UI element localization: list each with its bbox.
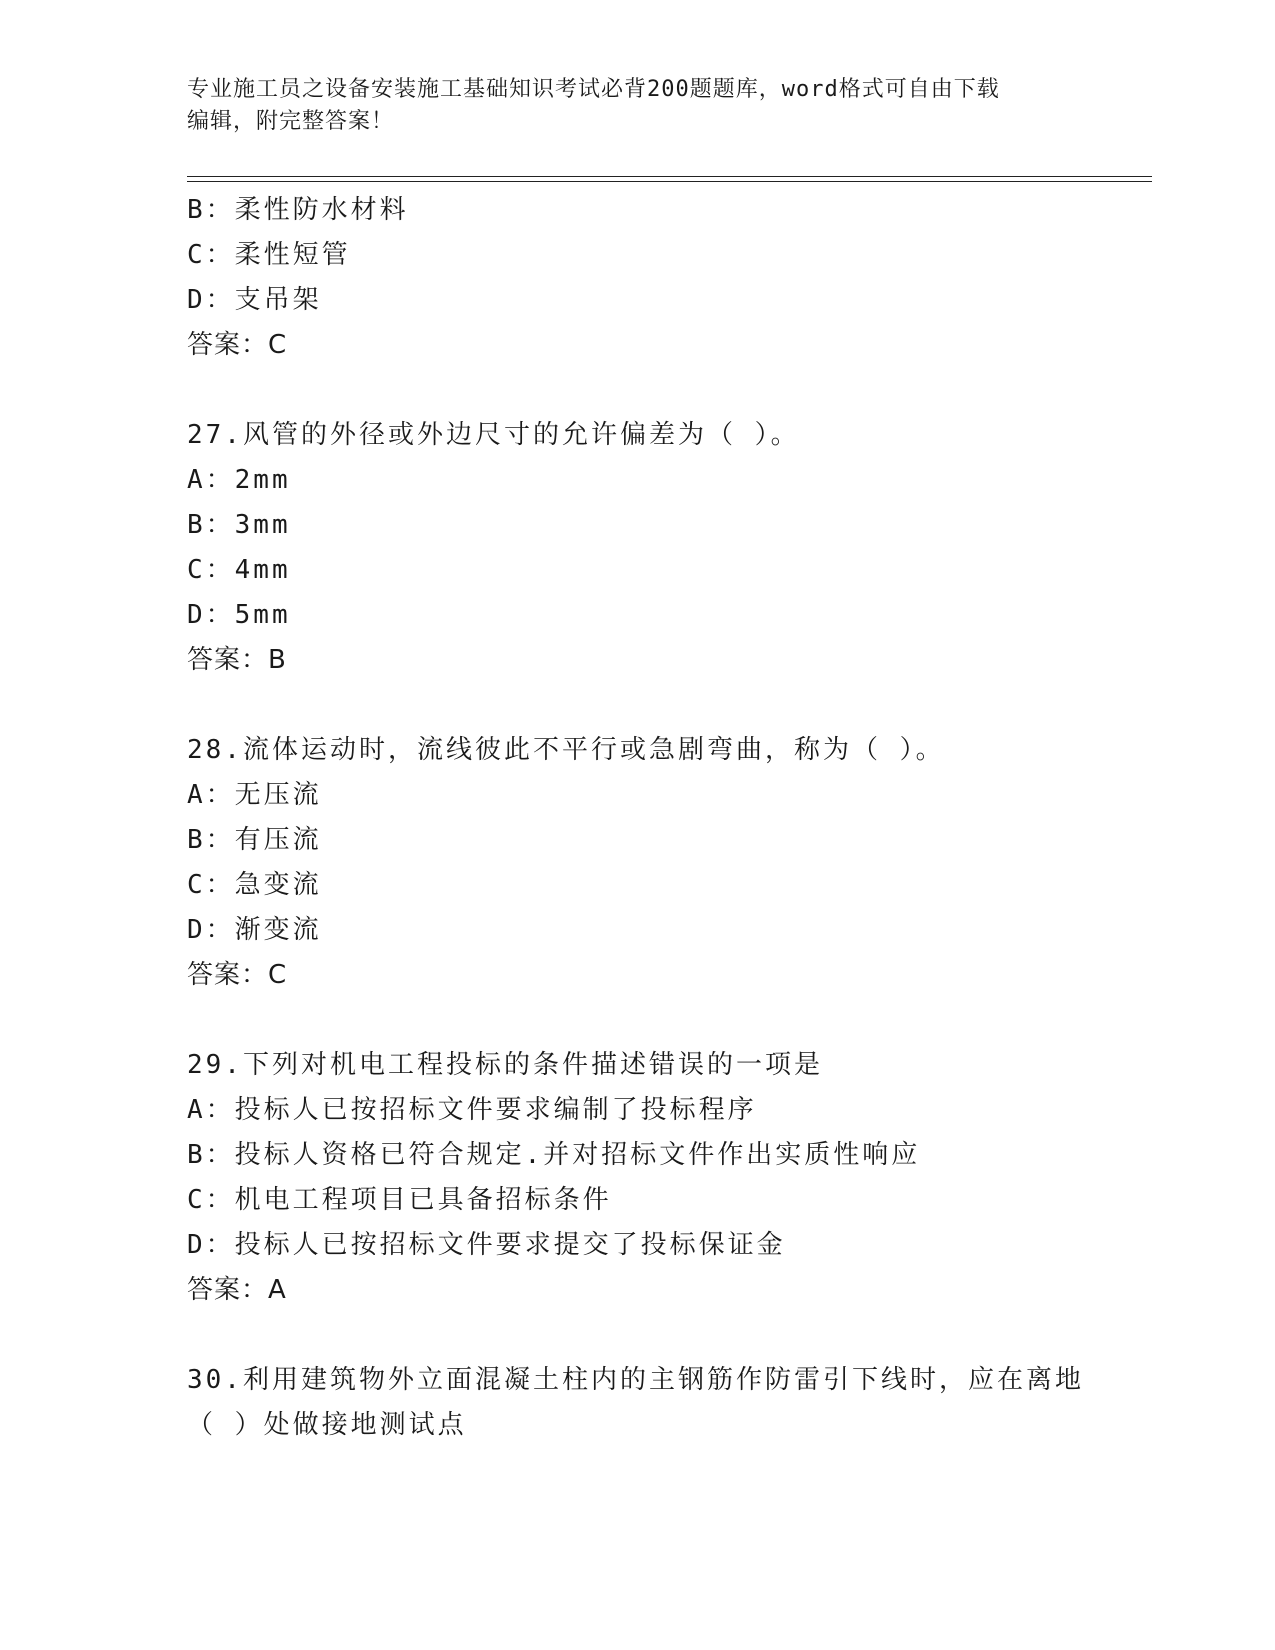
q28-option-c: C：急变流 (187, 870, 322, 900)
q29-stem: 29.下列对机电工程投标的条件描述错误的一项是 (187, 1050, 823, 1080)
q28-option-a: A：无压流 (187, 780, 322, 810)
q27-stem: 27.风管的外径或外边尺寸的允许偏差为（ ）。 (187, 420, 800, 450)
header-divider-top (187, 176, 1152, 177)
q27-option-b: B：3mm (187, 510, 291, 540)
q28-option-d: D：渐变流 (187, 915, 322, 945)
q29-answer: 答案：A (187, 1275, 287, 1305)
header-divider-bottom (187, 181, 1152, 182)
q27-option-d: D：5mm (187, 600, 291, 630)
document-header (187, 74, 1087, 138)
header-title-line-1: 专业施工员之设备安装施工基础知识考试必背200题题库，word格式可自由下载 (187, 77, 1000, 102)
q27-option-c: C：4mm (187, 555, 291, 585)
q28-stem: 28.流体运动时，流线彼此不平行或急剧弯曲，称为（ ）。 (187, 735, 945, 765)
q30-stem-line-2: （ ）处做接地测试点 (187, 1410, 467, 1440)
q26-answer: 答案：C (187, 330, 288, 360)
q29-option-d: D：投标人已按招标文件要求提交了投标保证金 (187, 1230, 786, 1260)
header-title-line-2: 编辑，附完整答案！ (187, 109, 395, 134)
q28-answer: 答案：C (187, 960, 288, 990)
q30-stem-line-1: 30.利用建筑物外立面混凝土柱内的主钢筋作防雷引下线时，应在离地 (187, 1365, 1084, 1395)
q26-option-b: B：柔性防水材料 (187, 195, 409, 225)
q29-option-a: A：投标人已按招标文件要求编制了投标程序 (187, 1095, 757, 1125)
q26-option-c: C：柔性短管 (187, 240, 351, 270)
q26-option-d: D：支吊架 (187, 285, 322, 315)
q27-option-a: A：2mm (187, 465, 291, 495)
q28-option-b: B：有压流 (187, 825, 322, 855)
q27-answer: 答案：B (187, 645, 287, 675)
q29-option-c: C：机电工程项目已具备招标条件 (187, 1185, 612, 1215)
q29-option-b: B：投标人资格已符合规定.并对招标文件作出实质性响应 (187, 1140, 921, 1170)
